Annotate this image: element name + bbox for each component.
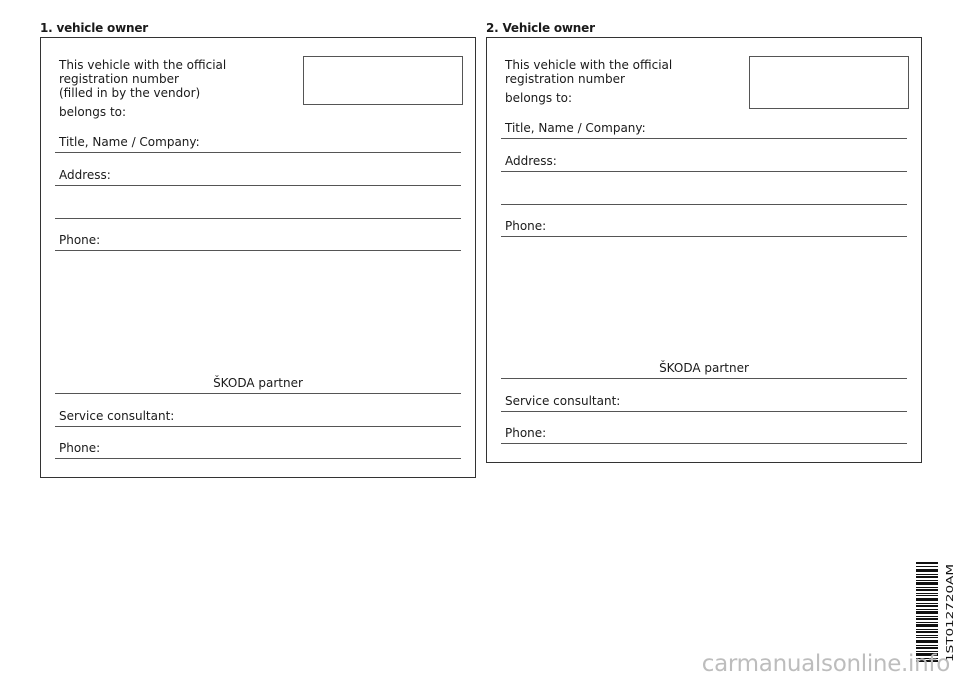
registration-number-box[interactable] — [303, 56, 463, 105]
phone-field[interactable] — [55, 229, 461, 251]
address-field[interactable] — [501, 150, 907, 172]
title-name-company-field[interactable] — [501, 117, 907, 139]
partner-phone-label: Phone: — [59, 441, 101, 455]
skoda-partner-field[interactable] — [55, 372, 461, 394]
registration-intro-text: This vehicle with the official registration number — [505, 58, 673, 86]
address-label: Address: — [59, 168, 111, 182]
service-consultant-label: Service consultant: — [505, 394, 621, 408]
service-consultant-field[interactable] — [501, 390, 907, 412]
skoda-partner-label: ŠKODA partner — [213, 376, 303, 390]
registration-intro — [505, 58, 740, 105]
vehicle-owner-card-2 — [486, 37, 922, 463]
address-line-2[interactable] — [55, 197, 461, 219]
card-1-heading: 1. vehicle owner — [40, 21, 148, 35]
address-line-2[interactable] — [501, 183, 907, 205]
skoda-partner-field[interactable] — [501, 357, 907, 379]
address-field[interactable] — [55, 164, 461, 186]
registration-number-box[interactable] — [749, 56, 909, 109]
registration-intro-text: This vehicle with the official registration number — [59, 58, 227, 86]
title-name-company-label: Title, Name / Company: — [59, 135, 200, 149]
partner-phone-field[interactable] — [501, 422, 907, 444]
barcode-icon — [916, 562, 938, 662]
belongs-to-label: belongs to: — [505, 91, 573, 105]
phone-label: Phone: — [59, 233, 101, 247]
partner-phone-field[interactable] — [55, 437, 461, 459]
vehicle-owner-card-1 — [40, 37, 476, 478]
title-name-company-label: Title, Name / Company: — [505, 121, 646, 135]
phone-label: Phone: — [505, 219, 547, 233]
registration-intro — [59, 58, 294, 119]
barcode-code: 1ST012720AM — [945, 589, 956, 662]
skoda-partner-label: ŠKODA partner — [659, 361, 749, 375]
service-consultant-field[interactable] — [55, 405, 461, 427]
vendor-note: (filled in by the vendor) — [59, 86, 201, 100]
service-consultant-label: Service consultant: — [59, 409, 175, 423]
phone-field[interactable] — [501, 215, 907, 237]
watermark: carmanualsonline.info — [701, 651, 950, 677]
belongs-to-label: belongs to: — [59, 105, 127, 119]
card-2-heading: 2. Vehicle owner — [486, 21, 595, 35]
address-label: Address: — [505, 154, 557, 168]
title-name-company-field[interactable] — [55, 131, 461, 153]
partner-phone-label: Phone: — [505, 426, 547, 440]
barcode-code-text — [942, 562, 956, 662]
